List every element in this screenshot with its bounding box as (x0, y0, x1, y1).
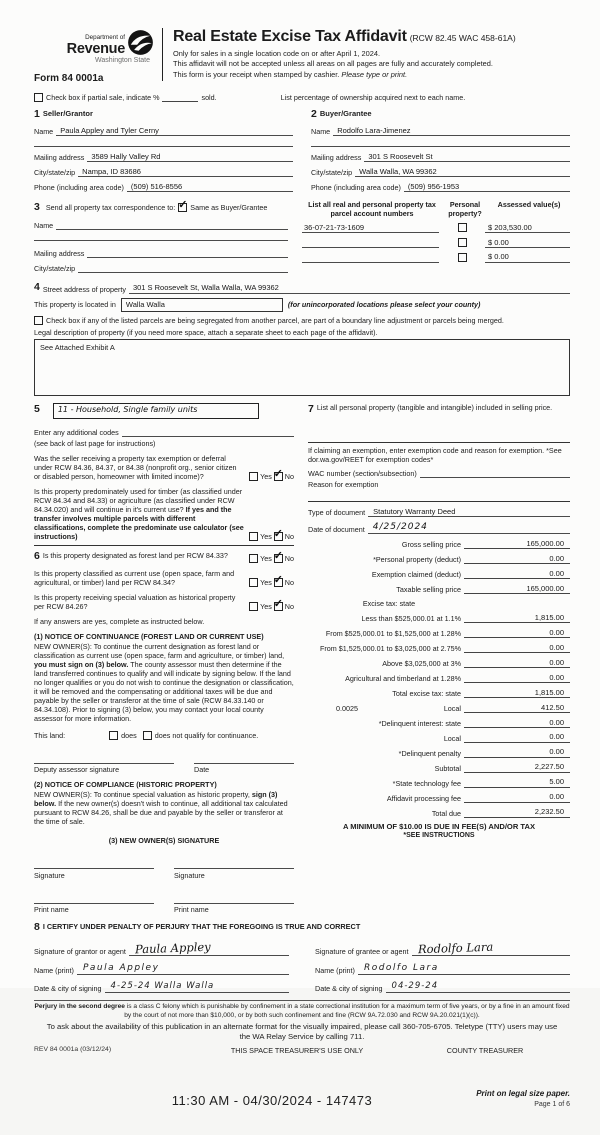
rcw-reference: (RCW 82.45 WAC 458-61A) (409, 33, 516, 43)
section-5-6-divider (34, 545, 294, 546)
notice-compliance-body-b: If the new owner(s) doesn't wish to continue, all additional tax calculated pursuant to RCW 84.26, shall be due and payable by the seller or transferor at the time of sale. (34, 799, 288, 827)
correspondence-label: Send all property tax correspondence to: (45, 202, 176, 212)
corr-mailing-label: Mailing address (34, 249, 85, 258)
dept-of-label: Department of (85, 33, 125, 41)
grantee-signature-value: Rodolfo Lara (417, 939, 493, 957)
money-row (308, 643, 570, 653)
partial-sale-sold-label: sold. (201, 93, 217, 103)
seller-phone-value: (509) 516-8556 (127, 182, 293, 192)
money-row (308, 777, 570, 787)
deputy-signature-line (34, 754, 174, 764)
timber-yes-checkbox (249, 532, 258, 541)
section-1-number: 1 (34, 108, 40, 121)
money-row-value: 5.00 (464, 777, 570, 787)
grantor-date-value: 4-25-24 Walla Walla (110, 981, 215, 992)
grantor-name-label: Name (print) (34, 965, 74, 975)
yes-label: Yes (260, 531, 272, 541)
seller-section (34, 108, 293, 192)
money-row (308, 807, 570, 817)
parcel-row (302, 252, 570, 262)
buyer-city-label: City/state/zip (311, 168, 353, 177)
timber-question: Is this property predominately used for timber (as classified under RCW 84.34 and 84.33) or agriculture (as classified under RCW 84.34.020) and will continue in it's current use? (34, 486, 243, 514)
grantor-sig-label: Signature of grantor or agent (34, 947, 126, 957)
money-row-label: Exemption claimed (deduct) (371, 570, 461, 580)
land-use-code-box: 11 - Household, Single family units (53, 403, 259, 419)
partial-sale-row (34, 93, 570, 102)
form-number: Form 84 0001a (34, 72, 104, 84)
washington-state-label: Washington State (95, 57, 150, 64)
money-row (308, 584, 570, 594)
notice-continuance-body-a: NEW OWNER(S): To continue the current designation as forest land or classification as current use (open space, farm and agriculture, or timber) land, (34, 641, 285, 660)
additional-codes-blank (122, 427, 294, 437)
no-label: No (284, 531, 294, 541)
owner-print-label-2: Print name (174, 905, 209, 915)
same-as-buyer-checkbox (178, 203, 187, 212)
grantee-date-value: 04-29-24 (391, 981, 439, 992)
money-row-label: *Delinquent penalty (398, 748, 461, 758)
alternate-format-note: To ask about the availability of this publication in an alternate format for the visually impaired, please call 360-705-6705. Teletype (TTY) users may use the WA Relay Service by calling 711. (46, 1022, 558, 1041)
notice-continuance-bold: you must sign on (3) below. (34, 659, 129, 669)
historic-yes-checkbox (249, 602, 258, 611)
seller-city-label: City/state/zip (34, 168, 76, 177)
section-5-number: 5 (34, 402, 40, 415)
same-as-buyer-label: Same as Buyer/Grantee (190, 202, 268, 212)
yes-label: Yes (260, 577, 272, 587)
this-land-label: This land: (34, 730, 66, 740)
notice-compliance-title: (2) NOTICE OF COMPLIANCE (HISTORIC PROPERTY) (34, 780, 217, 790)
money-row-value: 0.00 (464, 747, 570, 757)
money-row-label: *Delinquent interest: state (378, 718, 461, 728)
forest-yes-checkbox (249, 554, 258, 563)
current-use-question: Is this property classified as current use (open space, farm and agricultural, or timber) land per RCW 84.34? (34, 568, 235, 587)
treasurer-space-label: THIS SPACE TREASURER'S USE ONLY (230, 1046, 364, 1056)
no-label: No (284, 471, 294, 481)
parcel-number (302, 238, 439, 248)
grantor-name-value: Paula Appley (82, 962, 160, 973)
no-label: No (284, 577, 294, 587)
certification-section (34, 921, 570, 993)
local-tax-value: 412.50 (464, 703, 570, 713)
reason-exemption-label: Reason for exemption (308, 479, 379, 489)
buyer-name-blank-line (311, 145, 570, 147)
money-row-value: 0.00 (464, 792, 570, 802)
correspondence-section (34, 201, 288, 273)
date-of-document-label: Date of document (308, 525, 365, 535)
left-column (34, 403, 294, 915)
ownership-percent-note: List percentage of ownership acquired next to each name. (280, 93, 466, 103)
yes-label: Yes (260, 601, 272, 611)
grantor-signature-block (34, 934, 289, 993)
type-of-document-label: Type of document (308, 508, 366, 517)
subtitle-2: This affidavit will not be accepted unless all areas on all pages are fully and accurately completed. (173, 59, 493, 69)
type-or-print-note: Please type or print. (339, 70, 408, 79)
segregated-checkbox (34, 316, 43, 325)
parcel-number: 36-07-21-73-1609 (302, 223, 439, 233)
form-header (34, 26, 570, 85)
money-row-value: 0.00 (464, 658, 570, 668)
grantee-date-label: Date & city of signing (315, 984, 383, 993)
section-6-number: 6 (34, 549, 40, 562)
local-rate-value: 0.0025 (336, 703, 358, 713)
street-address-label: Street address of property (42, 284, 126, 294)
exemption-note: If claiming an exemption, enter exemption code and reason for exemption. *See dor.wa.gov/REET for exemption codes* (308, 445, 562, 464)
seller-city-value: Nampa, ID 83686 (78, 167, 293, 177)
money-row-value: 0.00 (464, 643, 570, 653)
money-row (308, 628, 570, 638)
money-row-value: 2,232.50 (464, 807, 570, 817)
assessed-value-col-header: Assessed value(s) (497, 199, 561, 209)
buyer-heading: Buyer/Grantee (319, 109, 372, 119)
money-row-label: Taxable selling price (396, 585, 461, 595)
buyer-phone-value: (509) 956-1953 (404, 182, 570, 192)
owner-signature-line-2 (174, 859, 294, 869)
wac-number-blank (420, 468, 570, 478)
personal-property-checkbox (458, 223, 467, 232)
money-row (308, 688, 570, 698)
header-divider (162, 28, 163, 81)
street-address-value: 301 S Roosevelt St, Walla Walla, WA 99362 (129, 283, 570, 293)
money-row (308, 539, 570, 549)
personal-property-checkbox (458, 253, 467, 262)
local-tax-row (308, 703, 570, 713)
notice-compliance-bold: sign (3) below. (34, 790, 278, 809)
currentuse-yes-checkbox (249, 578, 258, 587)
no-label: No (284, 553, 294, 563)
land-does-checkbox (109, 731, 118, 740)
timber-question-bold: If yes and the transfer involves multiple parcels with different classifications, complete the predominate use calculator (see instructions) (34, 504, 244, 541)
parcel-col-header: List all real and personal property tax parcel account numbers (308, 199, 436, 218)
document-divider (308, 501, 570, 502)
parcel-number (302, 253, 439, 263)
rev-number: REV 84 0001a (03/12/24) (34, 1046, 112, 1054)
buyer-phone-label: Phone (including area code) (311, 182, 401, 192)
deputy-date-label: Date (194, 765, 210, 775)
deputy-signature-label: Deputy assessor signature (34, 765, 120, 775)
section-3-number: 3 (34, 200, 40, 213)
timber-no-checkbox (274, 532, 283, 541)
owner-signature-label-2: Signature (174, 870, 205, 880)
notice-continuance-body-b: The county assessor must then determine if the land transferred continues to qualify and will indicate by signing below. If the land no longer qualifies or you do not wish to continue the designation or classification, it will be removed and the compensating or additional taxes will be due and payable by the seller or transferor at the time of sale (RCW 84.33.140 or 84.34.108). Prior to signing (3) below, you may contact your local county assessor for more information. (34, 659, 294, 723)
money-row-label: Above $3,025,000 at 3% (382, 659, 461, 668)
footer-row (34, 1046, 570, 1055)
yes-label: Yes (260, 471, 272, 481)
located-in-value: Walla Walla (121, 298, 283, 312)
legal-size-note: Print on legal size paper. (476, 1089, 570, 1099)
money-row-value: 0.00 (464, 569, 570, 579)
seller-phone-label: Phone (including area code) (34, 182, 124, 192)
section-2-number: 2 (311, 108, 317, 121)
grantor-date-label: Date & city of signing (34, 984, 102, 993)
parcel-table (302, 201, 570, 273)
parcel-row (302, 223, 570, 233)
corr-blank-line (34, 239, 288, 241)
grantor-signature-value: Paula Appley (134, 939, 211, 957)
certify-heading: I CERTIFY UNDER PENALTY OF PERJURY THAT THE FOREGOING IS TRUE AND CORRECT (42, 922, 361, 932)
type-of-document-value: Statutory Warranty Deed (368, 507, 570, 517)
page-number: Page 1 of 6 (534, 1101, 570, 1109)
partial-sale-label: Check box if partial sale, indicate % (46, 93, 160, 103)
if-yes-note: If any answers are yes, complete as instructed below. (34, 616, 205, 626)
historic-question: Is this property receiving special valuation as historical property per RCW 84.26? (34, 592, 236, 611)
new-owner-signature-title: (3) NEW OWNER(S) SIGNATURE (108, 836, 220, 846)
money-row-label: Less than $525,000.01 at 1.1% (361, 614, 461, 624)
money-row-label: Gross selling price (401, 540, 461, 550)
corr-name-blank (56, 220, 288, 230)
wac-number-label: WAC number (section/subsection) (308, 468, 417, 478)
personal-property-intro: List all personal property (tangible and intangible) included in selling price. (316, 402, 553, 412)
notice-compliance-body-a: NEW OWNER(S): To continue special valuation as historic property, (34, 790, 250, 800)
money-row (308, 732, 570, 742)
section-7-number: 7 (308, 402, 314, 415)
subtitle-1: Only for sales in a single location code on or after April 1, 2024. (173, 48, 381, 58)
money-row (308, 747, 570, 757)
land-qualify-row (34, 731, 294, 740)
money-row-label: Subtotal (434, 763, 461, 773)
buyer-mailing-value: 301 S Roosevelt St (364, 152, 570, 162)
owner-print-label-1: Print name (34, 905, 69, 915)
money-row-label: Agricultural and timberland at 1.28% (345, 673, 461, 683)
does-label: does (121, 730, 137, 740)
money-row-value: 0.00 (464, 554, 570, 564)
legal-description-value: See Attached Exhibit A (40, 342, 115, 352)
revenue-label: Revenue (66, 40, 125, 57)
section-8-number: 8 (34, 921, 40, 934)
buyer-section (311, 108, 570, 192)
seller-name-value: Paula Appley and Tyler Cerny (56, 126, 293, 136)
section-4-number: 4 (34, 280, 40, 293)
date-of-document-value: 4/25/2024 (368, 522, 570, 534)
seller-mailing-label: Mailing address (34, 153, 85, 163)
money-row (308, 658, 570, 668)
exemption-question: Was the seller receiving a property tax exemption or deferral under RCW 84.36, 84.37, or 84.38 (nonprofit org., senior citizen or disabled person, homeowner with limited income)? (34, 453, 237, 481)
see-instructions-note: *SEE INSTRUCTIONS (403, 831, 475, 839)
money-row-label: *Personal property (deduct) (373, 555, 461, 565)
money-row (308, 762, 570, 772)
yes-label: Yes (260, 553, 272, 563)
money-row (308, 554, 570, 564)
buyer-city-value: Walla Walla, WA 99362 (355, 167, 570, 177)
property-section (34, 281, 570, 396)
assessed-value: $ 203,530.00 (485, 223, 570, 233)
corr-name-label: Name (34, 221, 54, 230)
parcel-row (302, 238, 570, 248)
subtitle-3: This form is your receipt when stamped by cashier. (173, 70, 340, 79)
money-row-label: From $525,000.01 to $1,525,000 at 1.28% (325, 629, 461, 639)
buyer-name-value: Rodolfo Lara-Jimenez (333, 126, 570, 136)
money-row (308, 613, 570, 623)
money-row (308, 569, 570, 579)
money-row-value: 165,000.00 (464, 584, 570, 594)
local-label: Local (443, 703, 461, 713)
owner-print-line-2 (174, 894, 294, 904)
money-row-label: Local (443, 733, 461, 743)
dor-logo-block (34, 26, 154, 85)
seller-name-blank-line (34, 145, 293, 147)
corr-city-label: City/state/zip (34, 263, 76, 273)
forest-no-checkbox (274, 554, 283, 563)
additional-codes-label: Enter any additional codes (34, 427, 119, 437)
unincorporated-note: (for unincorporated locations please select your county) (287, 300, 481, 310)
does-not-label: does not qualify for continuance. (154, 730, 259, 740)
page-title: Real Estate Excise Tax Affidavit (173, 28, 407, 45)
money-row (308, 718, 570, 728)
perjury-rest: is a class C felony which is punishable by confinement in a state correctional institution for a maximum term of five years, or by a fine in an amount fixed by the court of not more than $10,000, or by both such confinement and fine (RCW 9A.72.030 and RCW 9A.20.021(1)(c)). (124, 1003, 570, 1019)
money-row-label: From $1,525,000.01 to $3,025,000 at 2.75% (319, 644, 461, 654)
seller-heading: Seller/Grantor (42, 109, 93, 119)
assessed-value: $ 0.00 (485, 252, 570, 262)
money-row-label: Affidavit processing fee (386, 793, 461, 803)
stamp-area (34, 1055, 570, 1135)
dor-swirl-logo-icon (127, 29, 154, 56)
money-row (308, 673, 570, 683)
money-row (308, 792, 570, 802)
grantee-name-value: Rodolfo Lara (363, 962, 439, 973)
forest-land-question: Is this property designated as forest land per RCW 84.33? (42, 550, 228, 560)
exemption-yes-checkbox (249, 472, 258, 481)
deputy-date-line (194, 754, 294, 764)
corr-city-blank (78, 263, 288, 273)
owner-signature-line-1 (34, 859, 154, 869)
perjury-bold: Perjury in the second degree (34, 1003, 125, 1010)
legal-description-label: Legal description of property (if you need more space, attach a separate sheet to each page of the affidavit). (34, 327, 378, 337)
corr-mailing-blank (87, 248, 288, 258)
money-row-value: 1,815.00 (464, 613, 570, 623)
historic-no-checkbox (274, 602, 283, 611)
segregated-label: Check box if any of the listed parcels are being segregated from another parcel, are part of a boundary line adjustment or parcels being merged. (46, 316, 504, 325)
grantee-sig-label: Signature of grantee or agent (315, 947, 409, 957)
money-row-value: 0.00 (464, 732, 570, 742)
see-back-note: (see back of last page for instructions) (34, 438, 156, 448)
notice-continuance-title: (1) NOTICE OF CONTINUANCE (FOREST LAND OR CURRENT USE) (34, 631, 264, 641)
money-row-label: *State technology fee (392, 778, 461, 788)
exemption-no-checkbox (274, 472, 283, 481)
assessed-value: $ 0.00 (485, 238, 570, 248)
no-label: No (284, 601, 294, 611)
buyer-name-label: Name (311, 127, 331, 137)
buyer-mailing-label: Mailing address (311, 153, 362, 163)
seller-name-label: Name (34, 127, 54, 137)
excise-tax-state-heading: Excise tax: state (362, 599, 416, 609)
owner-signature-label-1: Signature (34, 870, 65, 880)
money-row-value: 165,000.00 (464, 539, 570, 549)
money-row-value: 2,227.50 (464, 762, 570, 772)
money-row-value: 0.00 (464, 718, 570, 728)
perjury-note (34, 1000, 570, 1020)
right-column (308, 403, 570, 915)
receipt-stamp: 11:30 AM - 04/30/2024 - 147473 (171, 1093, 373, 1109)
currentuse-no-checkbox (274, 578, 283, 587)
owner-print-line-1 (34, 894, 154, 904)
grantee-name-label: Name (print) (315, 965, 355, 975)
money-row-label: Total due (431, 808, 461, 818)
personal-property-divider (308, 442, 570, 443)
money-row-value: 0.00 (464, 628, 570, 638)
located-in-label: This property is located in (34, 300, 116, 310)
money-row-value: 0.00 (464, 673, 570, 683)
partial-sale-percent-blank (162, 94, 198, 102)
partial-sale-checkbox (34, 93, 43, 102)
personal-property-col-header: Personal property? (448, 199, 482, 218)
personal-property-checkbox (458, 238, 467, 247)
legal-description-box (34, 339, 570, 396)
money-row-value: 1,815.00 (464, 688, 570, 698)
land-does-not-checkbox (143, 731, 152, 740)
money-row-label: Total excise tax: state (392, 688, 461, 698)
county-treasurer-label: COUNTY TREASURER (446, 1046, 524, 1056)
minimum-due-note: A MINIMUM OF $10.00 IS DUE IN FEE(S) AND/OR TAX (342, 821, 536, 831)
seller-mailing-value: 3589 Hally Valley Rd (87, 152, 293, 162)
grantee-signature-block (315, 934, 570, 993)
